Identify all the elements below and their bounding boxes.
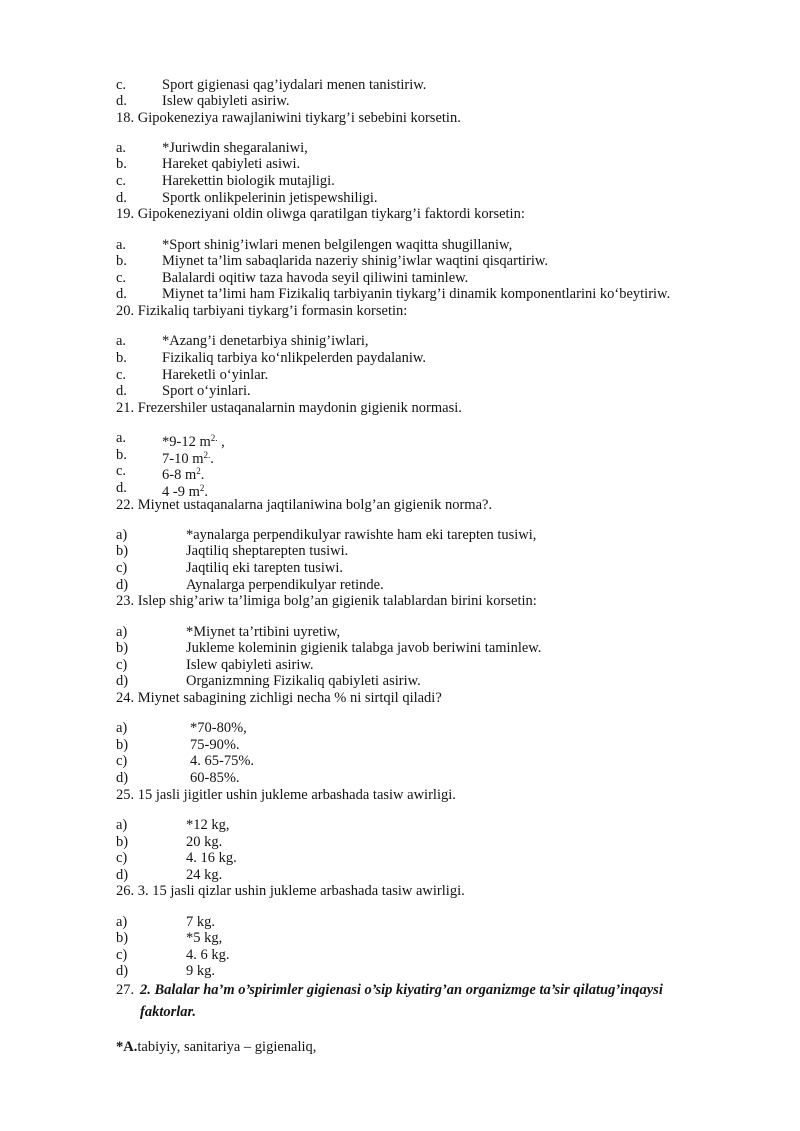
option-label: a. (116, 333, 127, 349)
superscript: 2. (210, 433, 218, 443)
option-label: c) (116, 560, 128, 576)
option-label: b) (116, 640, 129, 656)
option-label: c) (116, 753, 128, 769)
option-label: d) (116, 963, 129, 979)
question-line: 19. Gipokeneziyani oldin oliwga qaratilgan tiykarg’i faktordi korsetin: (116, 206, 525, 222)
superscript: 2. (203, 450, 211, 460)
question-number: 27. (116, 982, 135, 998)
question-line: 21. Frezershiler ustaqanalarnin maydonin gigienik normasi. (116, 400, 462, 416)
option-label: c) (116, 657, 128, 673)
option-text: *12 kg, (186, 817, 230, 833)
answer-prefix: *A. (116, 1039, 138, 1055)
option-text: 4. 16 kg. (186, 850, 237, 866)
question-line: 18. Gipokeneziya rawajlaniwini tiykarg’i sebebini korsetin. (116, 110, 461, 126)
option-label: d) (116, 770, 129, 786)
question-line: 26. 3. 15 jasli qizlar ushin jukleme arbashada tasiw awirligi. (116, 883, 465, 899)
option-text: 7 kg. (186, 914, 215, 930)
question-line: 25. 15 jasli jigitler ushin jukleme arbashada tasiw awirligi. (116, 787, 456, 803)
question-line: 20. Fizikaliq tarbiyani tiykarg’i formasin korsetin: (116, 303, 408, 319)
option-label: c. (116, 367, 127, 383)
option-text: Islew qabiyleti asiriw. (186, 657, 314, 673)
option-text: Jaqtiliq sheptarepten tusiwi. (186, 543, 349, 559)
question-line: 22. Miynet ustaqanalarna jaqtilaniwina bolg’an gigienik norma?. (116, 497, 493, 513)
option-label: d. (116, 480, 127, 496)
option-label: d) (116, 673, 129, 689)
option-label: c) (116, 850, 128, 866)
option-text: Sportk onlikpelerinin jetispewshiligi. (162, 190, 378, 206)
option-label: d) (116, 577, 129, 593)
option-text: 9 kg. (186, 963, 215, 979)
superscript: 2 (196, 466, 201, 476)
option-text: Aynalarga perpendikulyar retinde. (186, 577, 384, 593)
option-label: c. (116, 173, 127, 189)
question-line: 23. Islep shig’ariw ta’limiga bolg’an gigienik talablardan birini korsetin: (116, 593, 537, 609)
option-text: Miynet ta’limi ham Fizikaliq tarbiyanin tiykarg’i dinamik komponentlarini ko‘beytiriw. (162, 286, 671, 302)
option-label: d. (116, 286, 127, 302)
option-text: *5 kg, (186, 930, 223, 946)
option-label: d. (116, 190, 127, 206)
option-label: b. (116, 253, 127, 269)
option-label: b. (116, 350, 127, 366)
option-text: Hareketli o‘yinlar. (162, 367, 269, 383)
option-label: a) (116, 817, 128, 833)
answer-text: tabiyiy, sanitariya – gigienaliq, (137, 1039, 317, 1055)
superscript: 2 (199, 483, 205, 493)
option-text: Balalardi oqitiw taza havoda seyil qiliwini taminlew. (162, 270, 469, 286)
option-label: c) (116, 947, 128, 963)
option-text: 6-8 $m^2$. (162, 466, 205, 483)
option-label: c. (116, 270, 127, 286)
option-text: 4. 6 kg. (186, 947, 230, 963)
option-text: 4. 65-75%. (190, 753, 255, 769)
option-text: Hareket qabiyleti asiwi. (162, 156, 301, 172)
option-text: 24 kg. (186, 867, 223, 883)
option-text: Jaqtiliq eki tarepten tusiwi. (186, 560, 344, 576)
question-line: 24. Miynet sabagining zichligi necha % ni sirtqil qiladi? (116, 690, 442, 706)
option-label: c. (116, 77, 127, 93)
option-text: Sport gigienasi qag’iydalari menen tanistiriw. (162, 77, 427, 93)
option-text: *Azang’i denetarbiya shinig’iwlari, (162, 333, 369, 349)
option-label: a. (116, 237, 127, 253)
option-text: Islew qabiyleti asiriw. (162, 93, 290, 109)
option-label: b) (116, 834, 129, 850)
option-text: *70-80%, (190, 720, 247, 736)
option-text: 4 -9 $m^2$. (162, 483, 208, 500)
option-text: *Sport shinig’iwlari menen belgilengen waqitta shugillaniw, (162, 237, 513, 253)
question-27-line-1: 2. Balalar ha’m o’spirimler gigienasi o’sip kiyatirg’an organizmge ta’sir qilatug’inqaysi (140, 982, 663, 998)
answer-line (116, 1039, 316, 1056)
option-text: *Juriwdin shegaralaniwi, (162, 140, 308, 156)
option-label: b) (116, 737, 129, 753)
option-text: 7-10 $m^{2.}$. (162, 450, 214, 467)
option-text: *aynalarga perpendikulyar rawishte ham eki tarepten tusiwi, (186, 527, 537, 543)
option-label: a. (116, 430, 127, 446)
option-text: *9-12 $m^{2.}$ , (162, 433, 225, 450)
option-label: b) (116, 543, 129, 559)
option-label: c. (116, 463, 127, 479)
option-text: Sport o‘yinlari. (162, 383, 251, 399)
option-text: 60-85%. (190, 770, 240, 786)
option-label: b. (116, 447, 127, 463)
option-label: a) (116, 914, 128, 930)
option-label: a) (116, 624, 128, 640)
option-label: d. (116, 93, 127, 109)
option-label: a) (116, 527, 128, 543)
option-label: b) (116, 930, 129, 946)
option-label: a. (116, 140, 127, 156)
option-text: Fizikaliq tarbiya ko‘nlikpelerden paydalaniw. (162, 350, 427, 366)
option-text: Jukleme koleminin gigienik talabga javob beriwini taminlew. (186, 640, 542, 656)
option-label: a) (116, 720, 128, 736)
question-27 (116, 979, 742, 1023)
option-text: Miynet ta’lim sabaqlarida nazeriy shinig’iwlar waqtini qisqartiriw. (162, 253, 549, 269)
option-label: d. (116, 383, 127, 399)
option-text: Harekettin biologik mutajligi. (162, 173, 335, 189)
option-label: b. (116, 156, 127, 172)
option-text: 75-90%. (190, 737, 240, 753)
question-27-line-2: faktorlar. (140, 1004, 196, 1020)
option-label: d) (116, 867, 129, 883)
option-text: *Miynet ta’rtibini uyretiw, (186, 624, 341, 640)
option-text: Organizmning Fizikaliq qabiyleti asiriw. (186, 673, 421, 689)
option-text: 20 kg. (186, 834, 223, 850)
